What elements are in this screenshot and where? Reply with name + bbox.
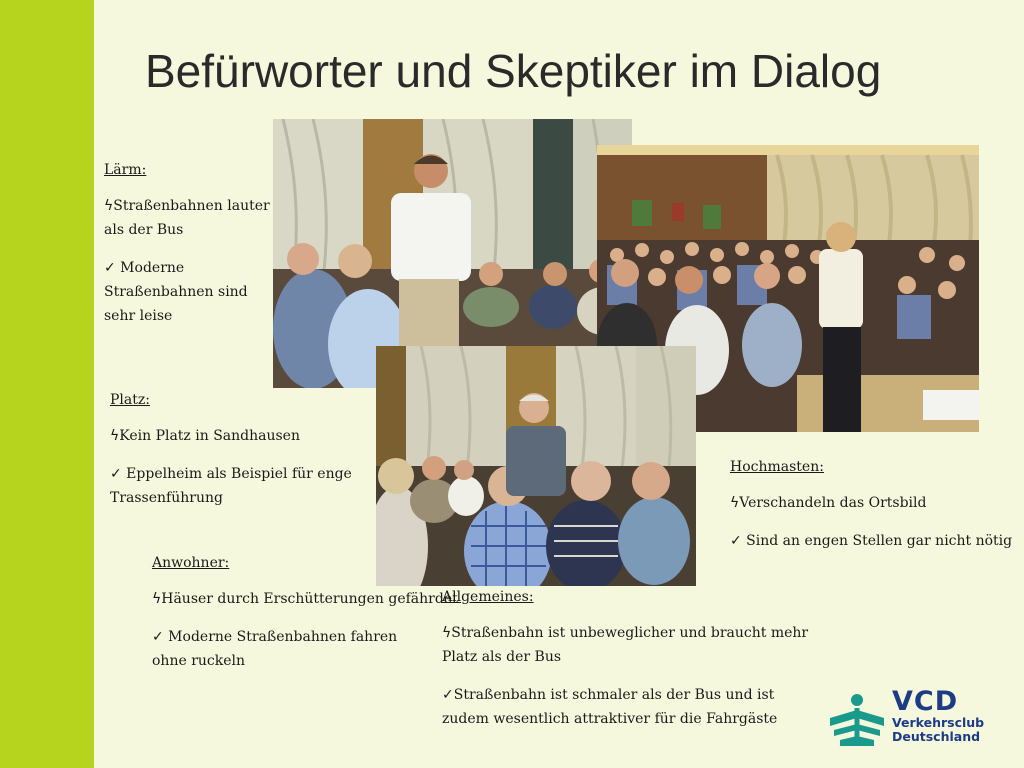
pro-item xyxy=(730,529,1013,553)
section-hochmasten xyxy=(730,455,1013,567)
section-platz xyxy=(110,388,372,524)
lightning-icon: ϟ xyxy=(442,625,452,641)
slide-title: Befürworter und Skeptiker im Dialog xyxy=(145,45,882,97)
checkmark-icon: ✓ xyxy=(104,260,116,276)
checkmark-icon: ✓ xyxy=(152,629,164,645)
pro-text: Straßenbahn ist schmaler als der Bus und ist zudem wesentlich attraktiver für die Fahrgäste xyxy=(442,687,778,727)
con-item xyxy=(110,424,372,448)
vcd-logo xyxy=(826,688,996,750)
con-text: Straßenbahnen lauter als der Bus xyxy=(104,198,270,238)
pro-text: Moderne Straßenbahnen sind sehr leise xyxy=(104,260,248,324)
pro-text: Sind an engen Stellen gar nicht nötig xyxy=(741,533,1013,549)
accent-side-bar xyxy=(0,0,94,768)
section-heading: Allgemeines: xyxy=(442,589,534,605)
section-laerm xyxy=(104,158,272,342)
pro-item xyxy=(110,462,372,510)
section-heading: Lärm: xyxy=(104,162,147,178)
logo-abbreviation: VCD xyxy=(892,686,959,717)
checkmark-icon: ✓ xyxy=(730,533,742,549)
checkmark-icon: ✓ xyxy=(442,687,454,703)
con-text: Verschandeln das Ortsbild xyxy=(739,495,927,511)
pro-item xyxy=(152,625,427,673)
con-item xyxy=(104,194,272,242)
lightning-icon: ϟ xyxy=(104,198,114,214)
pro-item xyxy=(104,256,272,328)
logo-wordmark xyxy=(892,688,984,744)
pro-text: Eppelheim als Beispiel für enge Trassenführung xyxy=(110,466,352,506)
con-text: Kein Platz in Sandhausen xyxy=(119,428,300,444)
vcd-emblem-icon xyxy=(826,688,888,750)
section-heading: Platz: xyxy=(110,392,150,408)
con-item xyxy=(442,621,822,669)
lightning-icon: ϟ xyxy=(110,428,120,444)
logo-line-2: Deutschland xyxy=(892,729,981,744)
con-item xyxy=(730,491,1000,515)
section-heading: Hochmasten: xyxy=(730,459,824,475)
section-allgemeines xyxy=(442,585,822,745)
con-item xyxy=(152,587,458,611)
section-heading: Anwohner: xyxy=(152,555,230,571)
pro-item xyxy=(442,683,802,731)
checkmark-icon: ✓ xyxy=(110,466,122,482)
lightning-icon: ϟ xyxy=(152,591,162,607)
con-text: Häuser durch Erschütterungen gefährdet xyxy=(161,591,458,607)
con-text: Straßenbahn ist unbeweglicher und braucht mehr Platz als der Bus xyxy=(442,625,809,665)
logo-line-1: Verkehrsclub xyxy=(892,715,985,730)
pro-text: Moderne Straßenbahnen fahren ohne ruckeln xyxy=(152,629,398,669)
lightning-icon: ϟ xyxy=(730,495,740,511)
photo-speaker-suit xyxy=(376,346,696,586)
